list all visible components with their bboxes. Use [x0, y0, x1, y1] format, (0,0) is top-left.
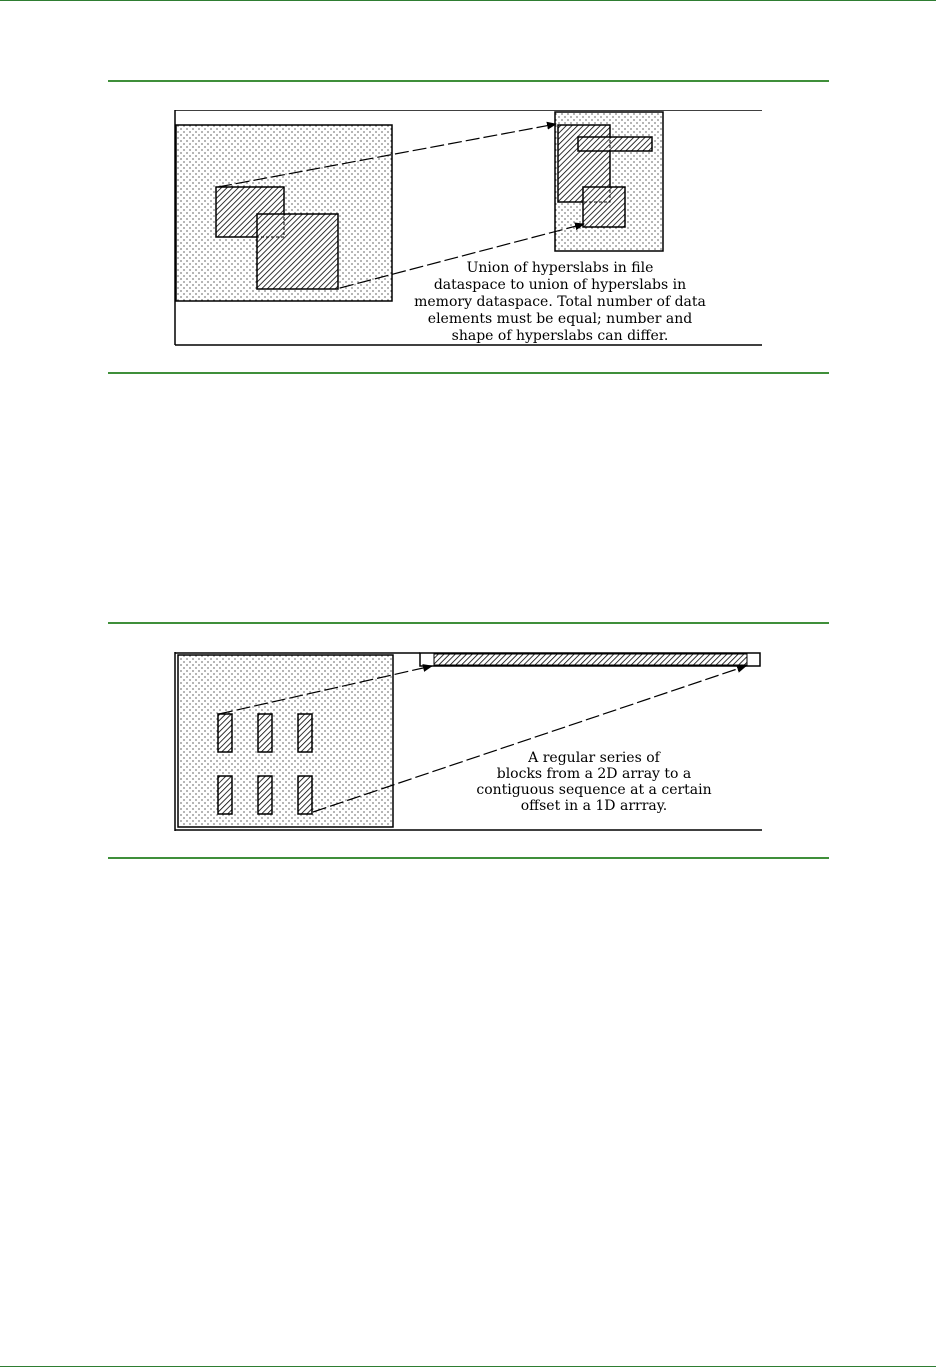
- figure-2-top-rule: [108, 622, 829, 624]
- figure-1-top-rule: [108, 80, 829, 82]
- block: [218, 776, 232, 814]
- figure-1-drawing: [174, 110, 762, 346]
- figure-1-caption: [414, 260, 706, 344]
- caption-line: offset in a 1D arrray.: [520, 798, 668, 814]
- 2d-array: [178, 655, 393, 827]
- figure-regular-series: [174, 652, 762, 832]
- memory-hyperslab-2: [578, 137, 652, 151]
- figure-2-bottom-rule: [108, 857, 829, 859]
- caption-line: contiguous sequence at a certain: [476, 782, 712, 798]
- memory-hyperslab-3: [583, 187, 625, 227]
- file-hyperslab-2: [257, 214, 338, 289]
- caption-line: blocks from a 2D array to a: [496, 766, 692, 782]
- figure-hyperslab-union: [174, 110, 762, 346]
- block: [258, 714, 272, 752]
- caption-line: Union of hyperslabs in file: [466, 260, 654, 276]
- caption-line: memory dataspace. Total number of data: [414, 294, 706, 310]
- caption-line: A regular series of: [528, 750, 660, 766]
- figure-2-drawing: [174, 652, 762, 832]
- page-top-rule: [0, 0, 936, 1]
- figure-2-caption: [476, 750, 711, 814]
- caption-line: dataspace to union of hyperslabs in: [433, 277, 687, 293]
- block: [258, 776, 272, 814]
- figure-1-bottom-rule: [108, 372, 829, 374]
- caption-line: shape of hyperslabs can differ.: [451, 328, 669, 344]
- caption-line: elements must be equal; number and: [427, 311, 693, 327]
- 1d-contiguous-sequence: [434, 654, 747, 665]
- block: [218, 714, 232, 752]
- page-bottom-rule: [0, 1366, 936, 1367]
- block: [298, 714, 312, 752]
- block: [298, 776, 312, 814]
